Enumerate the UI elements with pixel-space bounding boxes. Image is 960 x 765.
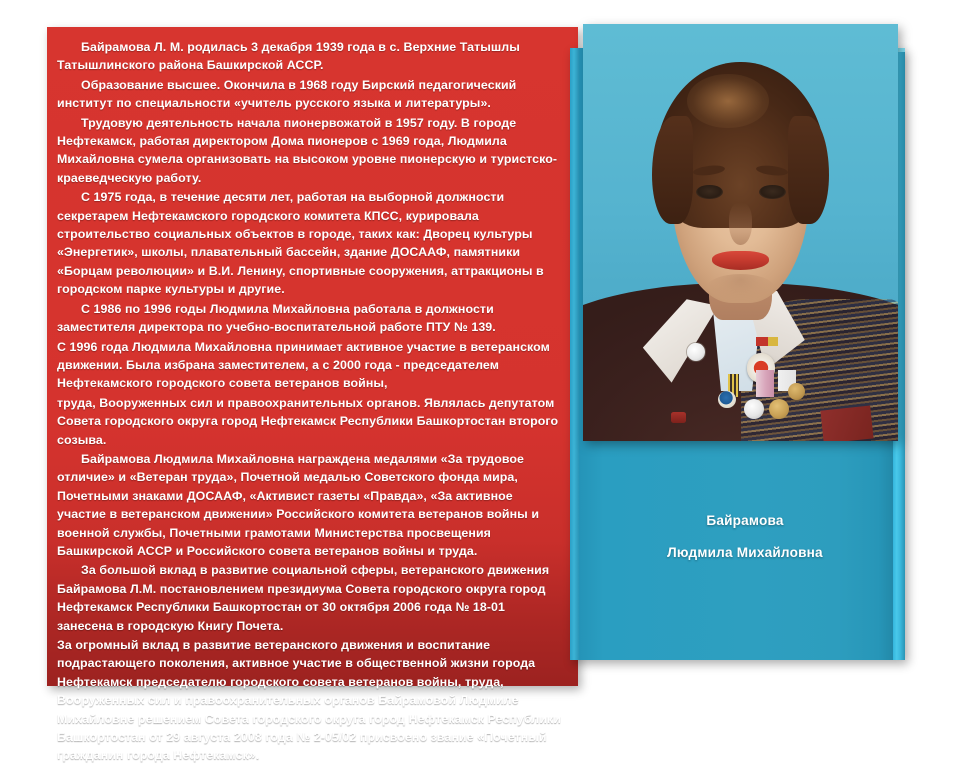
portrait-hair-right [788, 116, 829, 224]
medal-garnet-bar [671, 412, 685, 424]
portrait-caption [600, 505, 890, 569]
biography-paragraph: труда, Вооруженных сил и правоохранительных органов. Являлась депутатом Совета городского округа город Нефтекамск Республики Башкортостан второго созыва. [57, 395, 559, 447]
portrait-eye-left [696, 185, 723, 199]
portrait-photo-image [583, 24, 898, 441]
medal-silver [744, 399, 764, 419]
portrait-eye-right [759, 185, 786, 199]
portrait-nose [729, 203, 751, 245]
panel-left-edge [570, 48, 579, 660]
portrait-photo [583, 24, 898, 441]
biography-text-container [57, 38, 564, 763]
portrait-hair-left [652, 116, 693, 224]
biography-paragraph: С 1996 года Людмила Михайловна принимает активное участие в ветеранском движении. Была избрана заместителем, а с 2000 года - председателем Нефтекамского городского совета ветеранов войны, [57, 339, 550, 391]
biography-panel [47, 27, 578, 763]
caption-given-name: Людмила Михайловна [667, 545, 823, 560]
portrait-sash [821, 405, 875, 441]
medal-badge-white [687, 343, 705, 361]
biography-paragraph: Байрамова Л. М. родилась 3 декабря 1939 года в с. Верхние Татышлы Татышлинского района Башкирской АССР. [57, 40, 520, 73]
biography-paragraph: Трудовую деятельность начала пионервожатой в 1957 году. В городе Нефтекамск, работая директором Дома пионеров с 1969 года, Людмила Михайловна сумела организовать на высоком уровне пионерскую и туристско-краеведческую работу. [57, 115, 558, 185]
medal-ribbon-bar [756, 337, 778, 346]
medal-ribbon-pink [756, 370, 774, 397]
biography-paragraph: С 1975 года, в течение десяти лет, работая на выборной должности секретарем Нефтекамского городского комитета КПСС, курировала строительство социальных объектов в городе, таких как: Дворец культуры «Энергетик», школы, плавательный бассейн, здание ДОСААФ, памятники «Борцам революции» и В.И. Ленину, спортивные сооружения, аттракционы в городском парке культуры и другие. [57, 190, 544, 297]
biography-paragraph: С 1986 по 1996 годы Людмила Михайловна работала в должности заместителя директора по учебно-воспитательной работе ПТУ № 139. [57, 301, 496, 335]
caption-surname: Байрамова [706, 513, 784, 528]
portrait-hair-highlight [687, 74, 769, 128]
biography-paragraph: За большой вклад в развитие социальной сферы, ветеранского движения Байрамова Л.М. постановлением президиума Совета городского округа город Нефтекамск Республики Башкортостан от 30 октября 2006 года № 18-01 занесена в городскую Книгу Почета. [57, 563, 550, 633]
medal-bronze [788, 383, 805, 401]
biography-paragraph: За огромный вклад в развитие ветеранского движения и воспитание подрастающего поколения, активное участие в общественной жизни города Нефтекамск председателю городского совета ветеранов войны, труда, Вооруженных сил и правоохранительных органов Байрамовой Людмиле Михайловне решением Совета городского округа город Нефтекамск Республики Башкортостан от 29 августа 2008 года № 2-05/02 присвоено звание «Почетный гражданин города Нефтекамск». [57, 638, 561, 763]
biography-paragraph: Байрамова Людмила Михайловна награждена медалями «За трудовое отличие» и «Ветеран труда», Почетной медалью Советского фонда мира, Почетными знаками ДОСААФ, «Активист газеты «Правда», «За активное участие в ветеранском движении» Российского комитета ветеранов войны и военной службы, Почетными грамотами Министерства просвещения Башкирской АССР и Российского совета ветеранов войны и труда. [57, 451, 540, 558]
biography-paragraph: Образование высшее. Окончила в 1968 году Бирский педагогический институт по специальности «учитель русского языка и литературы». [57, 77, 517, 111]
